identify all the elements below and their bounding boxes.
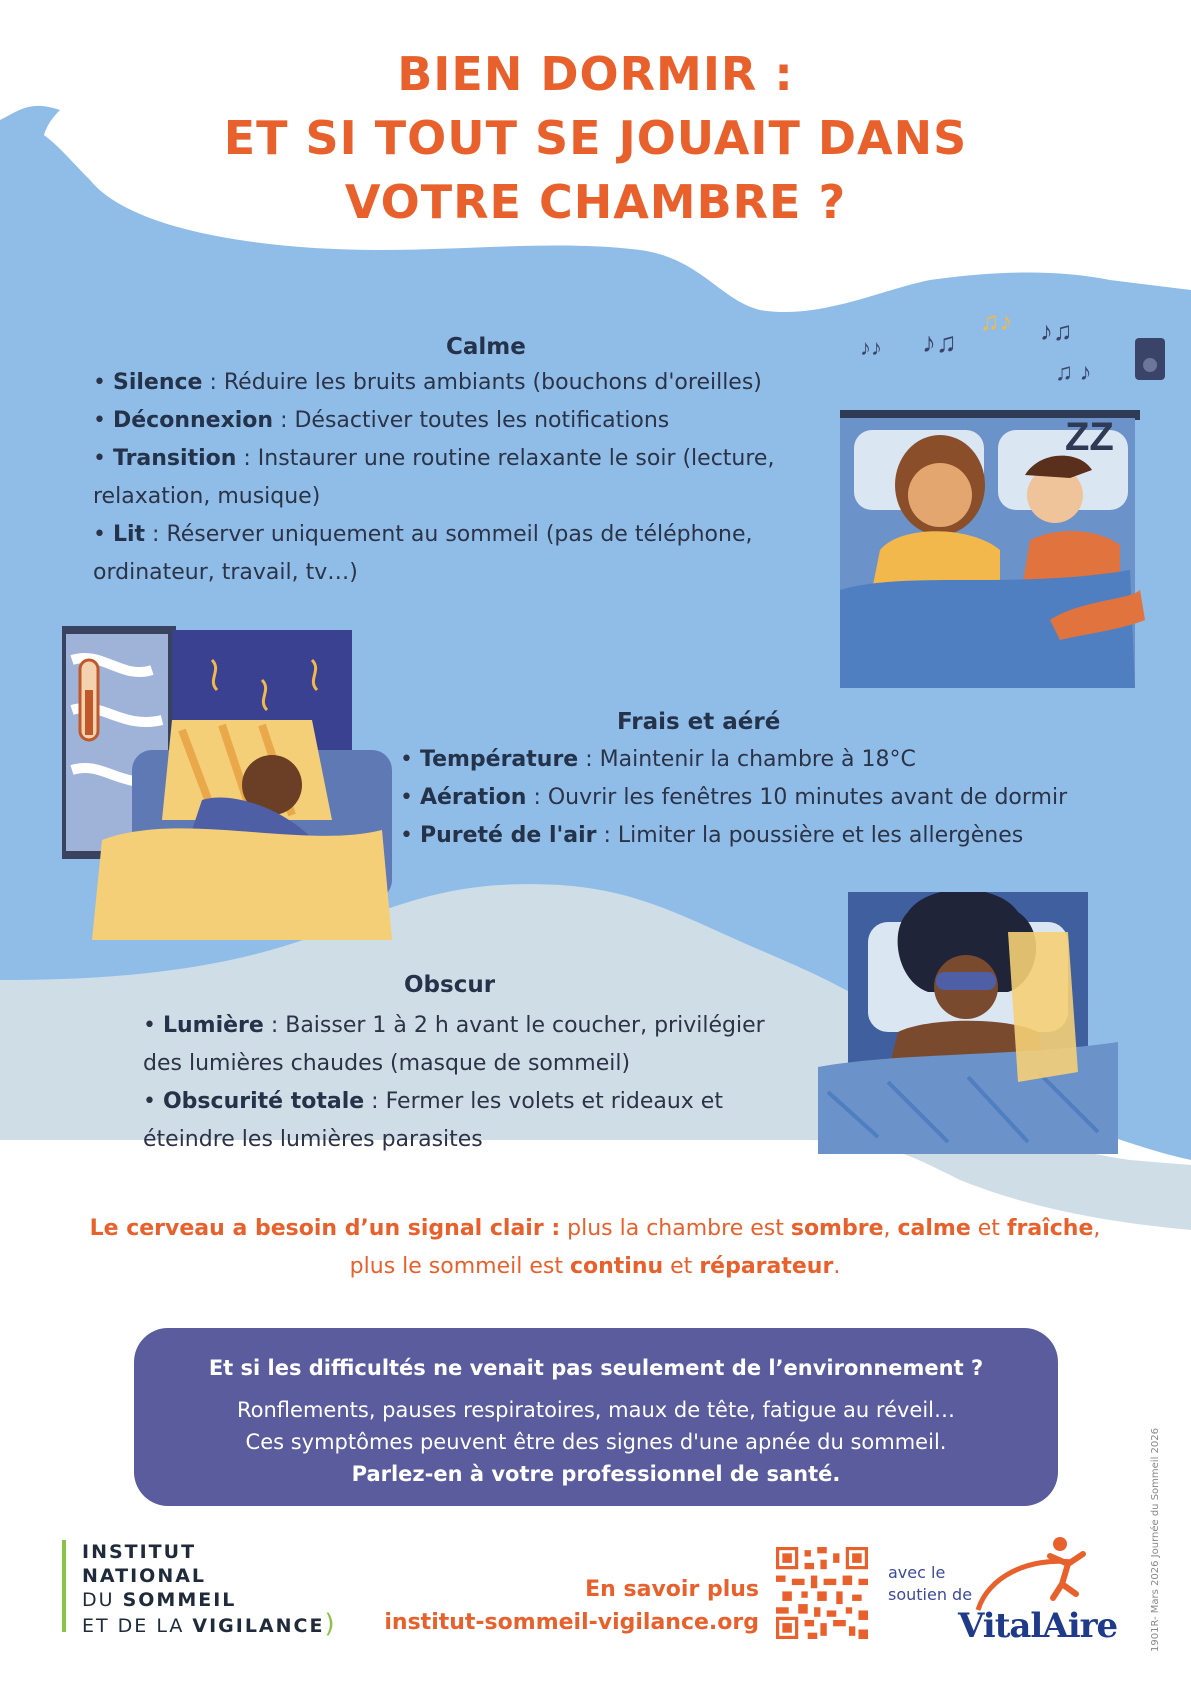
logo-word: VIGILANCE [192, 1615, 325, 1637]
couple-bed-illustration [830, 300, 1170, 690]
list-item: • Transition : Instaurer une routine relaxante le soir (lecture, [93, 446, 775, 471]
bullet-text: : Baisser 1 à 2 h avant le coucher, privilégier [263, 1013, 765, 1038]
info-box-cta: Parlez-en à votre professionnel de santé. [351, 1462, 841, 1486]
bullet-label: Obscurité totale [162, 1089, 365, 1114]
keyword: réparateur [699, 1254, 834, 1279]
title-line-3: VOTRE CHAMBRE ? [344, 175, 847, 229]
window-sleeper-illustration [62, 620, 392, 940]
bullet-label: Aération [419, 785, 527, 810]
keyword: fraîche [1006, 1216, 1094, 1241]
logo-parenthesis-icon: ) [324, 1609, 335, 1639]
logo-line [82, 1588, 335, 1612]
key-message-text: plus le sommeil est [349, 1254, 570, 1279]
svg-text:ZZ: ZZ [1065, 415, 1114, 459]
page-title [0, 42, 1191, 234]
learn-more [384, 1573, 759, 1639]
list-item: • Lumière : Baisser 1 à 2 h avant le coucher, privilégier [143, 1013, 765, 1038]
key-message-text: . [833, 1254, 841, 1279]
bullet-text: : Limiter la poussière et les allergènes [596, 823, 1024, 848]
institute-logo-bar [62, 1540, 66, 1632]
list-item: • Obscurité totale : Fermer les volets et rideaux et [143, 1089, 723, 1114]
sleep-mask-icon [936, 972, 996, 990]
bullet-label: Déconnexion [112, 408, 274, 433]
list-item: • Aération : Ouvrir les fenêtres 10 minutes avant de dormir [400, 785, 1068, 810]
bullet-text: : Désactiver toutes les notifications [273, 408, 670, 433]
bullet-list-calme [93, 364, 813, 592]
bullet-label: Température [419, 747, 579, 772]
institute-logo [82, 1540, 335, 1638]
logo-word: ET DE LA [82, 1615, 193, 1637]
list-item: • Pureté de l'air : Limiter la poussière et les allergènes [400, 823, 1024, 848]
keyword: calme [897, 1216, 971, 1241]
key-message-text: , [1093, 1216, 1101, 1241]
bullet-text: : Ouvrir les fenêtres 10 minutes avant de dormir [526, 785, 1068, 810]
bullet-label: Pureté de l'air [419, 823, 597, 848]
bullet-label: Lit [112, 522, 146, 547]
bullet-continuation: des lumières chaudes (masque de sommeil) [143, 1051, 631, 1076]
bullet-label: Silence [112, 370, 203, 395]
key-message-text: et [970, 1216, 1007, 1241]
sponsor-name: VitalAire [958, 1606, 1118, 1646]
bullet-continuation: ordinateur, travail, tv…) [93, 560, 358, 585]
list-item: • Déconnexion : Désactiver toutes les notifications [93, 408, 670, 433]
bullet-text: : Maintenir la chambre à 18°C [578, 747, 916, 772]
section-title-calme: Calme [446, 334, 526, 360]
logo-line: NATIONAL [82, 1565, 207, 1587]
key-message-text: , [883, 1216, 898, 1241]
bullet-continuation: relaxation, musique) [93, 484, 321, 509]
key-message-text: plus la chambre est [560, 1216, 791, 1241]
music-note-icon: ♪♫ [1040, 316, 1073, 346]
bullet-text: : Instaurer une routine relaxante le soir (lecture, [236, 446, 775, 471]
apnea-info-box [134, 1328, 1058, 1506]
music-note-icon: ♫ ♪ [1055, 359, 1092, 386]
logo-line: INSTITUT [82, 1541, 197, 1563]
music-note-icon: ♪♫ [922, 327, 957, 358]
keyword: sombre [790, 1216, 884, 1241]
print-reference: 1901R- Mars 2026 Journée du Sommeil 2026 [1150, 1428, 1161, 1652]
bullet-list-frais [400, 741, 1100, 855]
music-note-icon: ♫♪ [980, 306, 1013, 336]
support-line: soutien de [888, 1585, 973, 1604]
list-item: • Lit : Réserver uniquement au sommeil (pas de téléphone, [93, 522, 753, 547]
section-title-obscur: Obscur [404, 972, 496, 998]
bullet-continuation: éteindre les lumières parasites [143, 1127, 483, 1152]
info-box-question: Et si les difficultés ne venait pas seulement de l’environnement ? [208, 1356, 984, 1380]
logo-word: DU [82, 1589, 123, 1611]
list-item: • Température : Maintenir la chambre à 18°C [400, 747, 916, 772]
key-message [60, 1210, 1130, 1286]
support-line: avec le [888, 1563, 946, 1582]
bullet-list-obscur [143, 1007, 843, 1159]
title-line-2: ET SI TOUT SE JOUAIT DANS [223, 111, 968, 165]
qr-code-icon[interactable] [776, 1547, 868, 1639]
sleep-mask-illustration [818, 892, 1118, 1154]
logo-word: SOMMEIL [122, 1589, 237, 1611]
bullet-text: : Fermer les volets et rideaux et [364, 1089, 723, 1114]
info-box-line: Ces symptômes peuvent être des signes d'une apnée du sommeil. [245, 1430, 947, 1454]
bullet-text: : Réduire les bruits ambiants (bouchons d'oreilles) [202, 370, 762, 395]
learn-more-label: En savoir plus [585, 1577, 759, 1602]
keyword: continu [569, 1254, 664, 1279]
website-link[interactable]: institut-sommeil-vigilance.org [384, 1610, 759, 1635]
key-message-lead: Le cerveau a besoin d’un signal clair : [89, 1216, 561, 1241]
logo-line [82, 1609, 335, 1639]
info-box-line: Ronflements, pauses respiratoires, maux de tête, fatigue au réveil… [237, 1398, 955, 1422]
key-message-text: et [663, 1254, 700, 1279]
title-line-1: BIEN DORMIR : [397, 47, 794, 101]
bullet-label: Transition [112, 446, 237, 471]
music-note-icon: ♪♪ [860, 335, 882, 360]
bullet-text: : Réserver uniquement au sommeil (pas de téléphone, [145, 522, 753, 547]
bullet-label: Lumière [162, 1013, 264, 1038]
section-title-frais: Frais et aéré [617, 709, 781, 735]
list-item: • Silence : Réduire les bruits ambiants (bouchons d'oreilles) [93, 370, 762, 395]
